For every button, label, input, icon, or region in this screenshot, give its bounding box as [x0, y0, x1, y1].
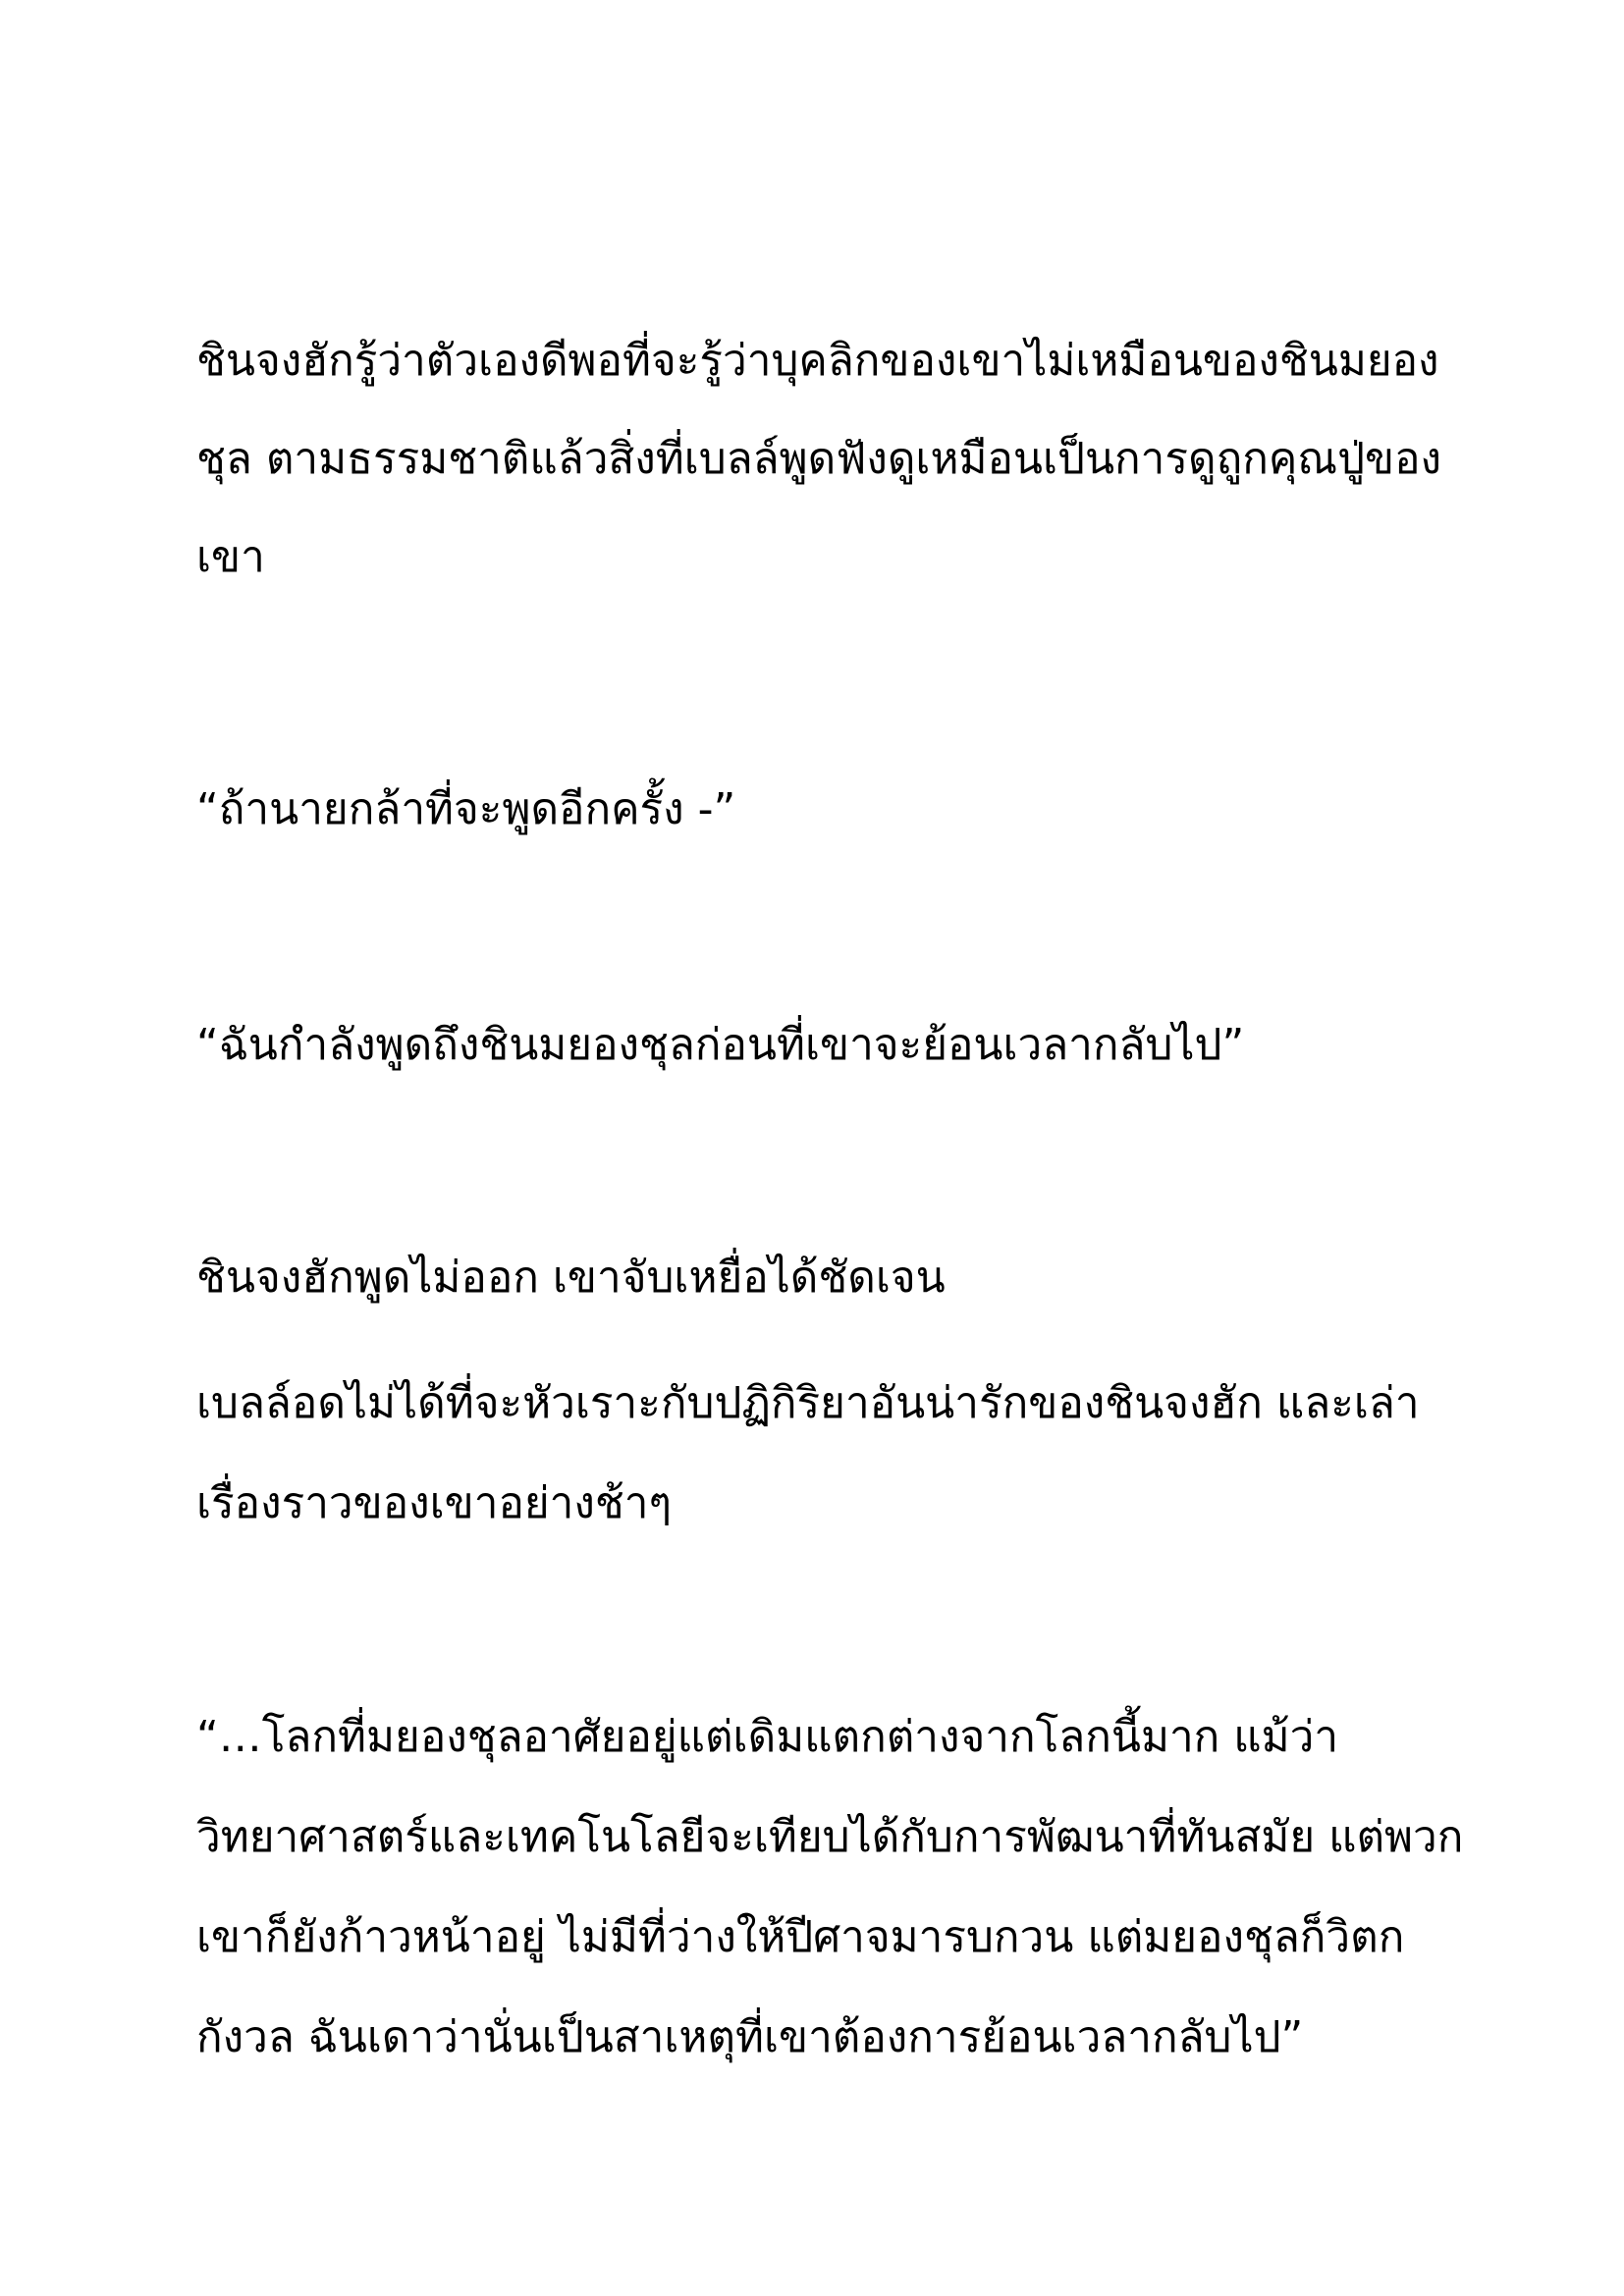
paragraph-6-line-3: เขาก็ยังก้าวหน้าอยู่ ไม่มีที่ว่างให้ปีศาจมารบกวน แต่มยองชุลก็วิตก [196, 1912, 1405, 1962]
paragraph-5-line-2: เรื่องราวของเขาอย่างช้าๆ [196, 1478, 673, 1528]
paragraph-1-line-3: เขา [196, 532, 265, 582]
paragraph-6-line-1: “…โลกที่มยองชุลอาศัยอยู่แต่เดิมแตกต่างจากโลกนี้มาก แม้ว่า [196, 1712, 1339, 1762]
paragraph-1-line-2: ชุล ตามธรรมชาติแล้วสิ่งที่เบลล์พูดฟังดูเหมือนเป็นการดูถูกคุณปู่ของ [196, 434, 1442, 484]
paragraph-6-line-2: วิทยาศาสตร์และเทคโนโลยีจะเทียบได้กับการพัฒนาที่ทันสมัย แต่พวก [196, 1812, 1464, 1862]
paragraph-3-line-1: “ฉันกำลังพูดถึงชินมยองชุลก่อนที่เขาจะย้อนเวลากลับไป” [196, 1020, 1245, 1070]
paragraph-5-line-1: เบลล์อดไม่ได้ที่จะหัวเราะกับปฏิกิริยาอันน่ารักของชินจงฮัก และเล่า [196, 1378, 1420, 1428]
paragraph-6-line-4: กังวล ฉันเดาว่านั่นเป็นสาเหตุที่เขาต้องการย้อนเวลากลับไป” [196, 2012, 1304, 2062]
paragraph-1-line-1: ชินจงฮักรู้ว่าตัวเองดีพอที่จะรู้ว่าบุคลิกของเขาไม่เหมือนของชินมยอง [196, 336, 1439, 386]
paragraph-4-line-1: ชินจงฮักพูดไม่ออก เขาจับเหยื่อได้ชัดเจน [196, 1253, 946, 1303]
paragraph-2-line-1: “ถ้านายกล้าที่จะพูดอีกครั้ง -” [196, 784, 736, 834]
